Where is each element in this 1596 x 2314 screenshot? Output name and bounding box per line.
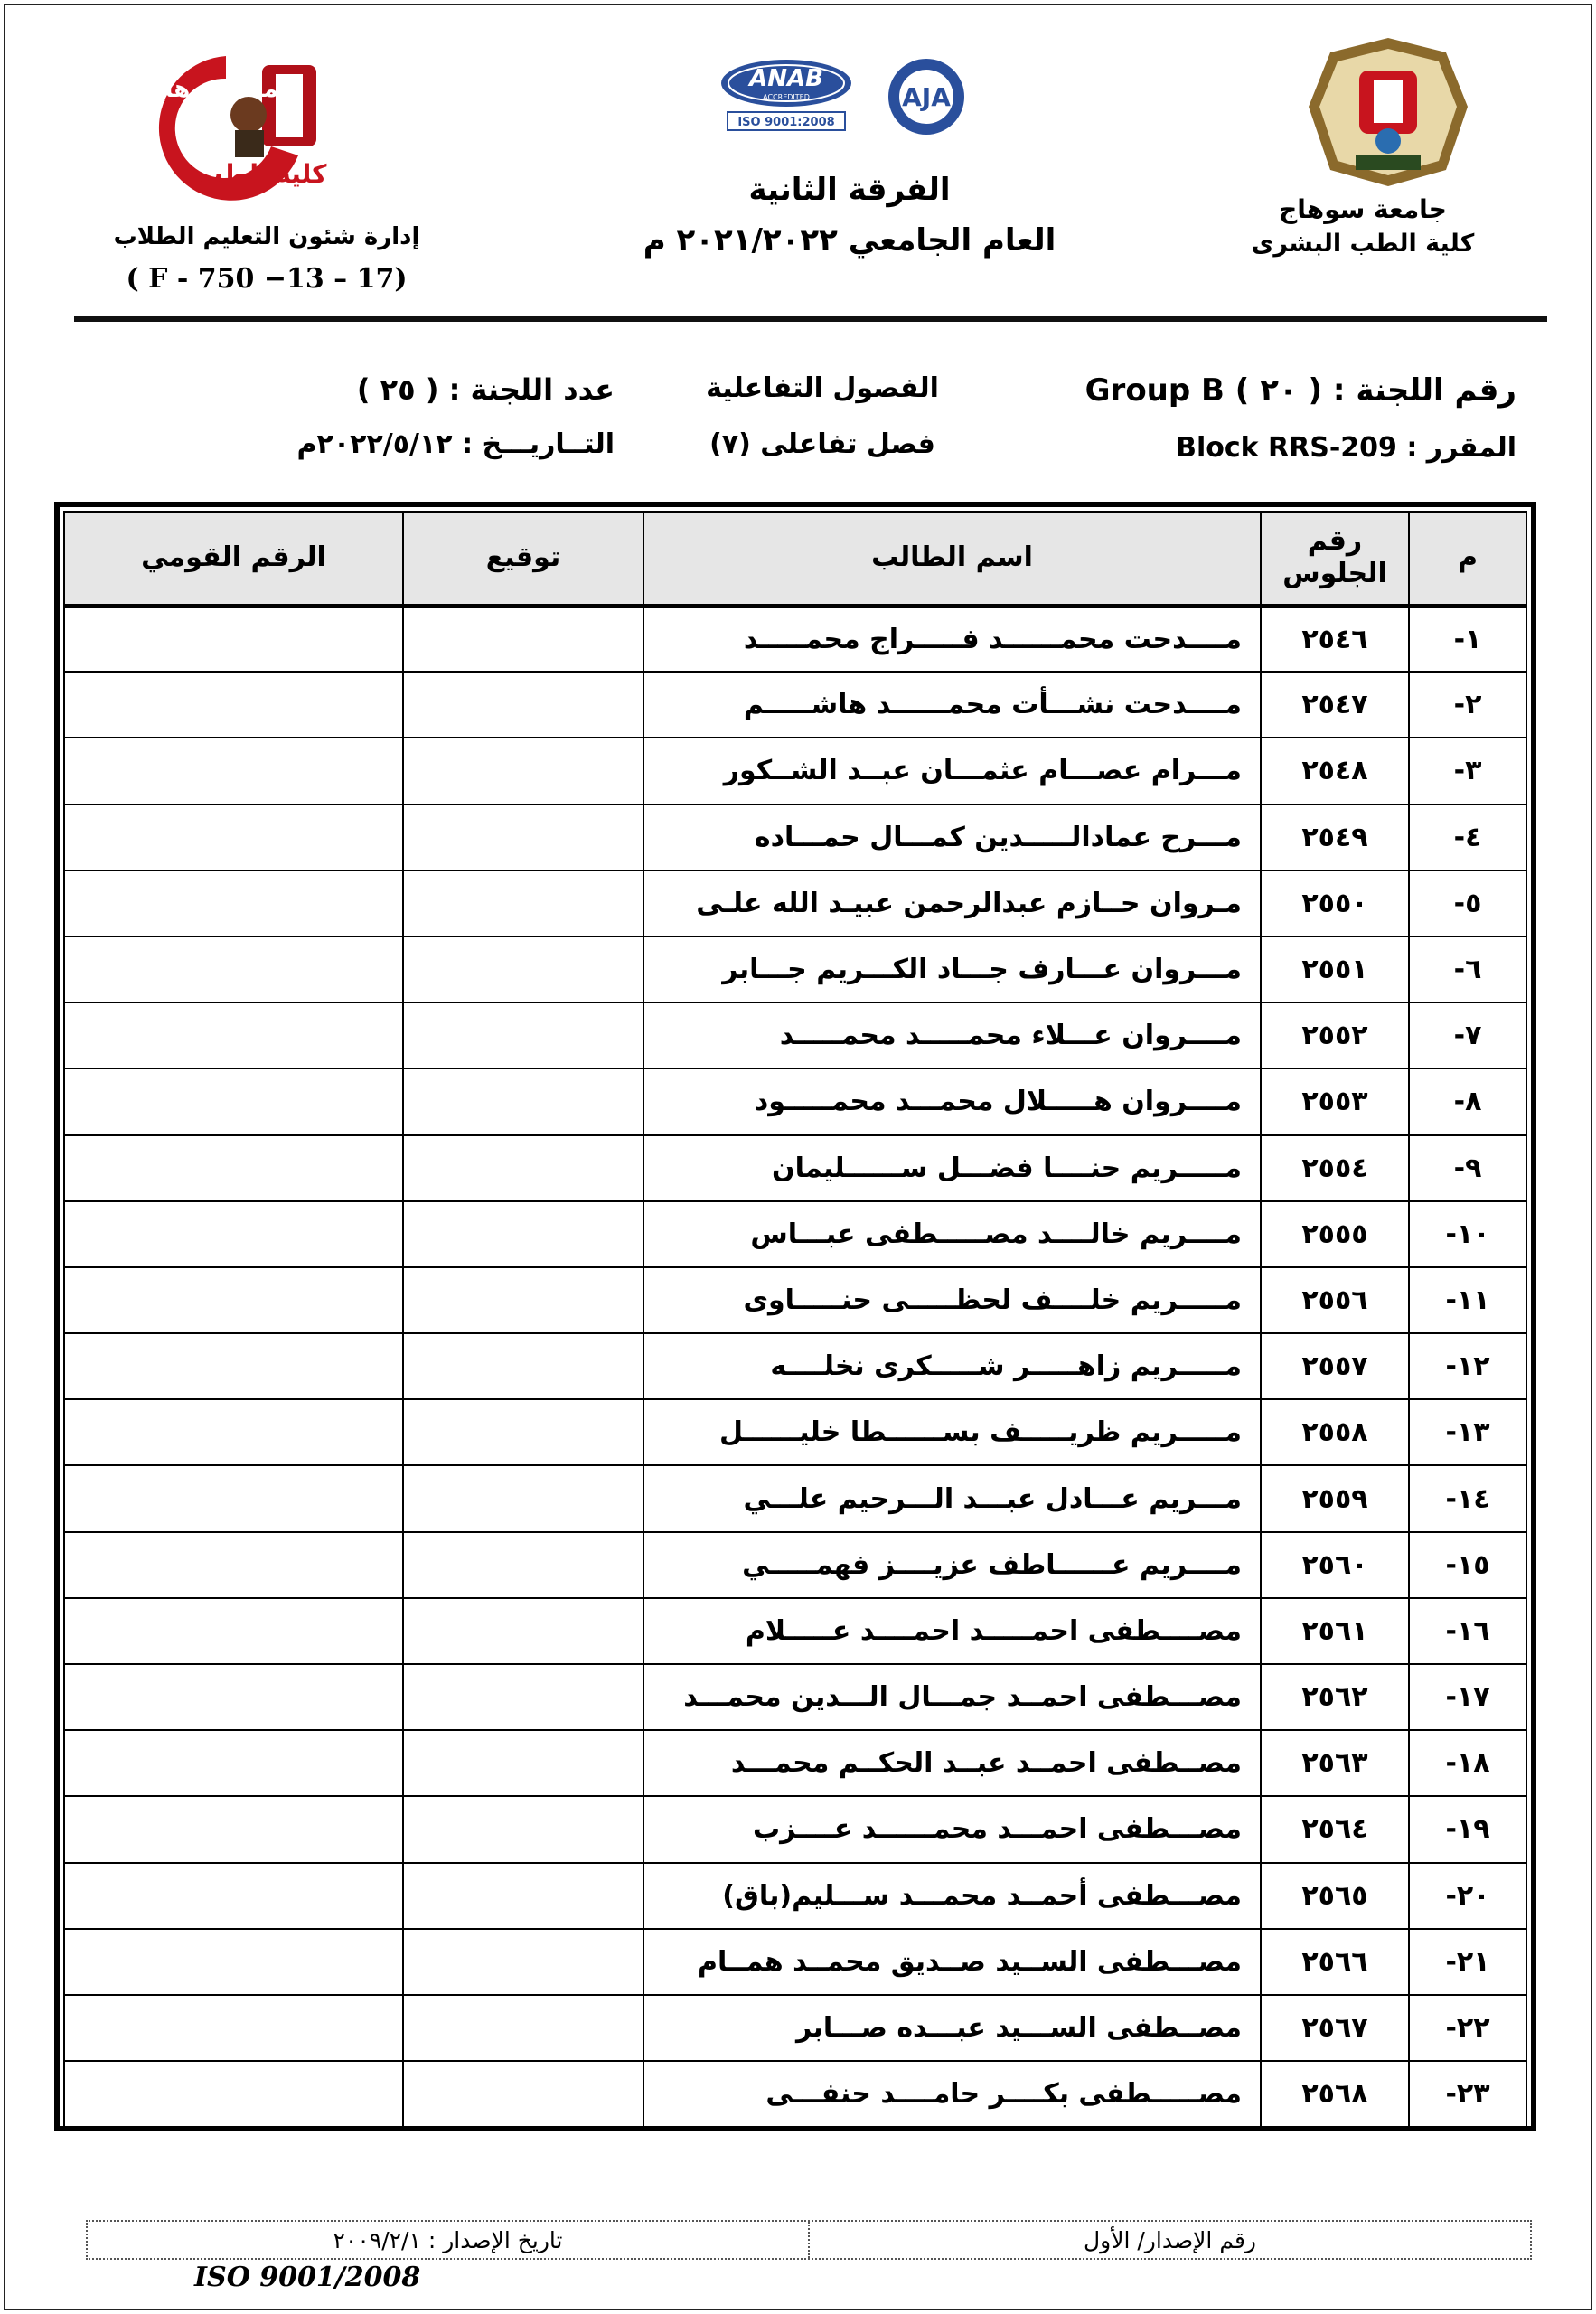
seat-number-cell: ٢٥٥٩ <box>1261 1465 1409 1531</box>
faculty-name: كلية الطب البشرى <box>1251 230 1475 258</box>
student-name-cell: مـــــريم زاهـــــر شـــــكرى نخلــــه <box>643 1333 1261 1399</box>
seat-number-cell: ٢٥٥١ <box>1261 936 1409 1002</box>
serial-cell: ١٣- <box>1409 1399 1526 1465</box>
university-seal <box>1301 34 1475 190</box>
student-name-cell: مــــريم عــــــاطف عزيــــز فهمـــــي <box>643 1532 1261 1598</box>
signature-cell[interactable] <box>403 1598 643 1664</box>
seat-number-cell: ٢٥٥٢ <box>1261 1002 1409 1068</box>
committee-number: رقم اللجنة : ( ٢٠ ) Group B <box>1084 372 1516 409</box>
national-id-cell[interactable] <box>64 1995 403 2061</box>
header-signature: توقيع <box>403 512 643 606</box>
table-row <box>64 1929 1526 1995</box>
national-id-cell[interactable] <box>64 1598 403 1664</box>
seat-number-cell: ٢٥٥٦ <box>1261 1267 1409 1333</box>
student-name-cell: مصـــطفى الســيد صــديق محمــد همــام <box>643 1929 1261 1995</box>
svg-text:ACCREDITED: ACCREDITED <box>763 93 810 101</box>
national-id-cell[interactable] <box>64 1465 403 1531</box>
table-row <box>64 804 1526 870</box>
serial-cell: ٢٢- <box>1409 1995 1526 2061</box>
signature-cell[interactable] <box>403 672 643 738</box>
table-row <box>64 1730 1526 1796</box>
grade-title: الفرقة الثانية <box>748 172 951 208</box>
footer-issue-info <box>86 2220 1532 2260</box>
table-row <box>64 1532 1526 1598</box>
signature-cell[interactable] <box>403 2061 643 2127</box>
signature-cell[interactable] <box>403 738 643 804</box>
student-name-cell: مصــطفى الســـيد عبـــده صـــابر <box>643 1995 1261 2061</box>
svg-text:AJA: AJA <box>902 82 951 112</box>
national-id-cell[interactable] <box>64 1399 403 1465</box>
header-seat-number: رقم الجلوس <box>1261 512 1409 606</box>
student-name-cell: مــــدحت نشـــأت محمــــــد هاشـــــم <box>643 672 1261 738</box>
serial-cell: ١- <box>1409 606 1526 672</box>
header-divider <box>74 316 1547 322</box>
student-name-cell: مصـــطفى احمــد جمـــال الـــدين محمـــد <box>643 1664 1261 1730</box>
university-header <box>1227 192 1498 260</box>
national-id-cell[interactable] <box>64 804 403 870</box>
signature-cell[interactable] <box>403 870 643 936</box>
seat-number-cell: ٢٥٤٧ <box>1261 672 1409 738</box>
signature-cell[interactable] <box>403 1135 643 1201</box>
student-name-cell: مـــرح عمادالـــــدين كمـــال حمـــاده <box>643 804 1261 870</box>
seat-number-cell: ٢٥٥٥ <box>1261 1201 1409 1267</box>
form-code: ( F - 750 −13 – 17) <box>126 263 408 295</box>
department-name: إدارة شئون التعليم الطلاب <box>113 223 420 250</box>
student-name-cell: مـــــريم ظريـــــف بســــــطا خليــــــل <box>643 1399 1261 1465</box>
national-id-cell[interactable] <box>64 936 403 1002</box>
table-row <box>64 1598 1526 1664</box>
iso-standard: ISO 9001/2008 <box>194 2262 421 2293</box>
serial-cell: ١٤- <box>1409 1465 1526 1531</box>
student-name-cell: مــــدحت محمــــــد فـــــراج محمـــــد <box>643 606 1261 672</box>
signature-cell[interactable] <box>403 1201 643 1267</box>
table-row <box>64 1267 1526 1333</box>
seat-number-cell: ٢٥٥٨ <box>1261 1399 1409 1465</box>
seat-number-cell: ٢٥٤٩ <box>1261 804 1409 870</box>
student-name-cell: مـروان حــازم عبدالرحمن عبيـد الله علـى <box>643 870 1261 936</box>
table-row <box>64 1002 1526 1068</box>
serial-cell: ١٠- <box>1409 1201 1526 1267</box>
national-id-cell[interactable] <box>64 1532 403 1598</box>
signature-cell[interactable] <box>403 1333 643 1399</box>
national-id-cell[interactable] <box>64 1267 403 1333</box>
svg-text:جامعة سوهاج: جامعة سوهاج <box>147 76 305 103</box>
student-name-cell: مــــروان هـــــلال محمـــد محمـــــود <box>643 1068 1261 1134</box>
national-id-cell[interactable] <box>64 1730 403 1796</box>
national-id-cell[interactable] <box>64 1135 403 1201</box>
signature-cell[interactable] <box>403 1532 643 1598</box>
student-name-cell: مصــــطفى احمـــــد احمــــد عـــــلام <box>643 1598 1261 1664</box>
student-name-cell: مـــروان عـــارف جـــاد الكـــريم جـــابر <box>643 936 1261 1002</box>
class-number: فصل تفاعلى (٧) <box>709 428 935 460</box>
student-name-cell: مـــــريم حنــــا فضـــل ســــــليمان <box>643 1135 1261 1201</box>
issue-date: تاريخ الإصدار : ٢٠٠٩/٢/١ <box>88 2222 810 2258</box>
signature-cell[interactable] <box>403 1465 643 1531</box>
national-id-cell[interactable] <box>64 1863 403 1929</box>
student-name-cell: مصـــطفى احمـــد محمــــــد عــــزب <box>643 1796 1261 1862</box>
table-row <box>64 1333 1526 1399</box>
students-table-frame <box>54 502 1536 2131</box>
student-name-cell: مــــريم خالــــد مصـــــطفى عبـــاس <box>643 1201 1261 1267</box>
issue-number: رقم الإصدار/ الأول <box>1084 2226 1256 2253</box>
table-row <box>64 606 1526 672</box>
table-row <box>64 1201 1526 1267</box>
national-id-cell[interactable] <box>64 2061 403 2127</box>
national-id-cell[interactable] <box>64 738 403 804</box>
national-id-cell[interactable] <box>64 1002 403 1068</box>
seat-number-cell: ٢٥٥٣ <box>1261 1068 1409 1134</box>
class-type: الفصول التفاعلية <box>706 372 939 404</box>
signature-cell[interactable] <box>403 1068 643 1134</box>
course-code: المقرر : Block RRS-209 <box>1176 432 1516 464</box>
department-header <box>104 215 429 300</box>
national-id-cell[interactable] <box>64 1333 403 1399</box>
seat-number-cell: ٢٥٥٧ <box>1261 1333 1409 1399</box>
table-row <box>64 1995 1526 2061</box>
signature-cell[interactable] <box>403 936 643 1002</box>
serial-cell: ١٢- <box>1409 1333 1526 1399</box>
signature-cell[interactable] <box>403 1929 643 1995</box>
signature-cell[interactable] <box>403 1002 643 1068</box>
signature-cell[interactable] <box>403 1863 643 1929</box>
seat-number-cell: ٢٥٤٦ <box>1261 606 1409 672</box>
student-name-cell: مــــروان عـــلاء محمـــــد محمـــــد <box>643 1002 1261 1068</box>
student-name-cell: مصـــــطفى بكــــر حامــــد حنفـــى <box>643 2061 1261 2127</box>
table-row <box>64 1863 1526 1929</box>
students-table <box>63 511 1527 2128</box>
student-name-cell: مـــــريم خلــــف لحظـــــى حنـــــاوى <box>643 1267 1261 1333</box>
table-row <box>64 1465 1526 1531</box>
signature-cell[interactable] <box>403 1995 643 2061</box>
table-row <box>64 1068 1526 1134</box>
serial-cell: ١٧- <box>1409 1664 1526 1730</box>
header-national-id: الرقم القومي <box>64 512 403 606</box>
table-row <box>64 738 1526 804</box>
seat-number-cell: ٢٥٤٨ <box>1261 738 1409 804</box>
seat-number-cell: ٢٥٥٤ <box>1261 1135 1409 1201</box>
faculty-logo <box>90 47 361 201</box>
student-name-cell: مـــريم عـــادل عبـــد الـــرحيم علـــي <box>643 1465 1261 1531</box>
table-row <box>64 1796 1526 1862</box>
serial-cell: ١٦- <box>1409 1598 1526 1664</box>
serial-cell: ١٨- <box>1409 1730 1526 1796</box>
national-id-cell[interactable] <box>64 606 403 672</box>
table-row <box>64 1664 1526 1730</box>
student-name-cell: مصـــطفى أحمــد محمـــد ســـليم(باق) <box>643 1863 1261 1929</box>
serial-cell: ١٩- <box>1409 1796 1526 1862</box>
national-id-cell[interactable] <box>64 1929 403 1995</box>
signature-cell[interactable] <box>403 1399 643 1465</box>
table-row <box>64 672 1526 738</box>
signature-cell[interactable] <box>403 1267 643 1333</box>
national-id-cell[interactable] <box>64 870 403 936</box>
table-row <box>64 870 1526 936</box>
university-name: جامعة سوهاج <box>1279 194 1447 224</box>
seat-number-cell: ٢٥٦٦ <box>1261 1929 1409 1995</box>
signature-cell[interactable] <box>403 606 643 672</box>
academic-year: العام الجامعي ٢٠٢١/٢٠٢٢ م <box>643 222 1056 259</box>
national-id-cell[interactable] <box>64 1068 403 1134</box>
signature-cell[interactable] <box>403 1730 643 1796</box>
seat-number-cell: ٢٥٦١ <box>1261 1598 1409 1664</box>
serial-cell: ٤- <box>1409 804 1526 870</box>
seat-number-cell: ٢٥٦٢ <box>1261 1664 1409 1730</box>
serial-cell: ٩- <box>1409 1135 1526 1201</box>
national-id-cell[interactable] <box>64 1201 403 1267</box>
committee-count: عدد اللجنة : ( ٢٥ ) <box>356 372 615 407</box>
national-id-cell[interactable] <box>64 1796 403 1862</box>
serial-cell: ٢١- <box>1409 1929 1526 1995</box>
student-name-cell: مـــرام عصـــام عثمـــان عبــد الشــكور <box>643 738 1261 804</box>
signature-cell[interactable] <box>403 1796 643 1862</box>
svg-text:كلية الطب: كلية الطب <box>197 159 327 189</box>
seat-number-cell: ٢٥٦٠ <box>1261 1532 1409 1598</box>
header-serial: م <box>1409 512 1526 606</box>
serial-cell: ٥- <box>1409 870 1526 936</box>
serial-cell: ٦- <box>1409 936 1526 1002</box>
seat-number-cell: ٢٥٦٥ <box>1261 1863 1409 1929</box>
serial-cell: ٣- <box>1409 738 1526 804</box>
table-row <box>64 1135 1526 1201</box>
header-student-name: اسم الطالب <box>643 512 1261 606</box>
serial-cell: ٢- <box>1409 672 1526 738</box>
serial-cell: ١١- <box>1409 1267 1526 1333</box>
serial-cell: ٢٣- <box>1409 2061 1526 2127</box>
table-row <box>64 936 1526 1002</box>
seat-number-cell: ٢٥٦٨ <box>1261 2061 1409 2127</box>
signature-cell[interactable] <box>403 804 643 870</box>
seat-number-cell: ٢٥٦٣ <box>1261 1730 1409 1796</box>
document-title <box>578 165 1121 266</box>
table-row <box>64 1399 1526 1465</box>
national-id-cell[interactable] <box>64 672 403 738</box>
signature-cell[interactable] <box>403 1664 643 1730</box>
serial-cell: ٢٠- <box>1409 1863 1526 1929</box>
svg-text:ISO 9001:2008: ISO 9001:2008 <box>737 116 835 129</box>
table-header-row <box>64 512 1526 606</box>
exam-date: التــاريـــخ : ٢٠٢٢/٥/١٢م <box>296 428 615 460</box>
serial-cell: ٨- <box>1409 1068 1526 1134</box>
seat-number-cell: ٢٥٦٤ <box>1261 1796 1409 1862</box>
anab-text: ANAB <box>749 65 823 92</box>
seat-number-cell: ٢٥٦٧ <box>1261 1995 1409 2061</box>
table-body <box>64 606 1526 2127</box>
serial-cell: ١٥- <box>1409 1532 1526 1598</box>
table-row <box>64 2061 1526 2127</box>
iso-accreditation-logos <box>718 56 990 146</box>
serial-cell: ٧- <box>1409 1002 1526 1068</box>
national-id-cell[interactable] <box>64 1664 403 1730</box>
student-name-cell: مصــطفى احمــد عبــد الحكــم محمـــد <box>643 1730 1261 1796</box>
seat-number-cell: ٢٥٥٠ <box>1261 870 1409 936</box>
